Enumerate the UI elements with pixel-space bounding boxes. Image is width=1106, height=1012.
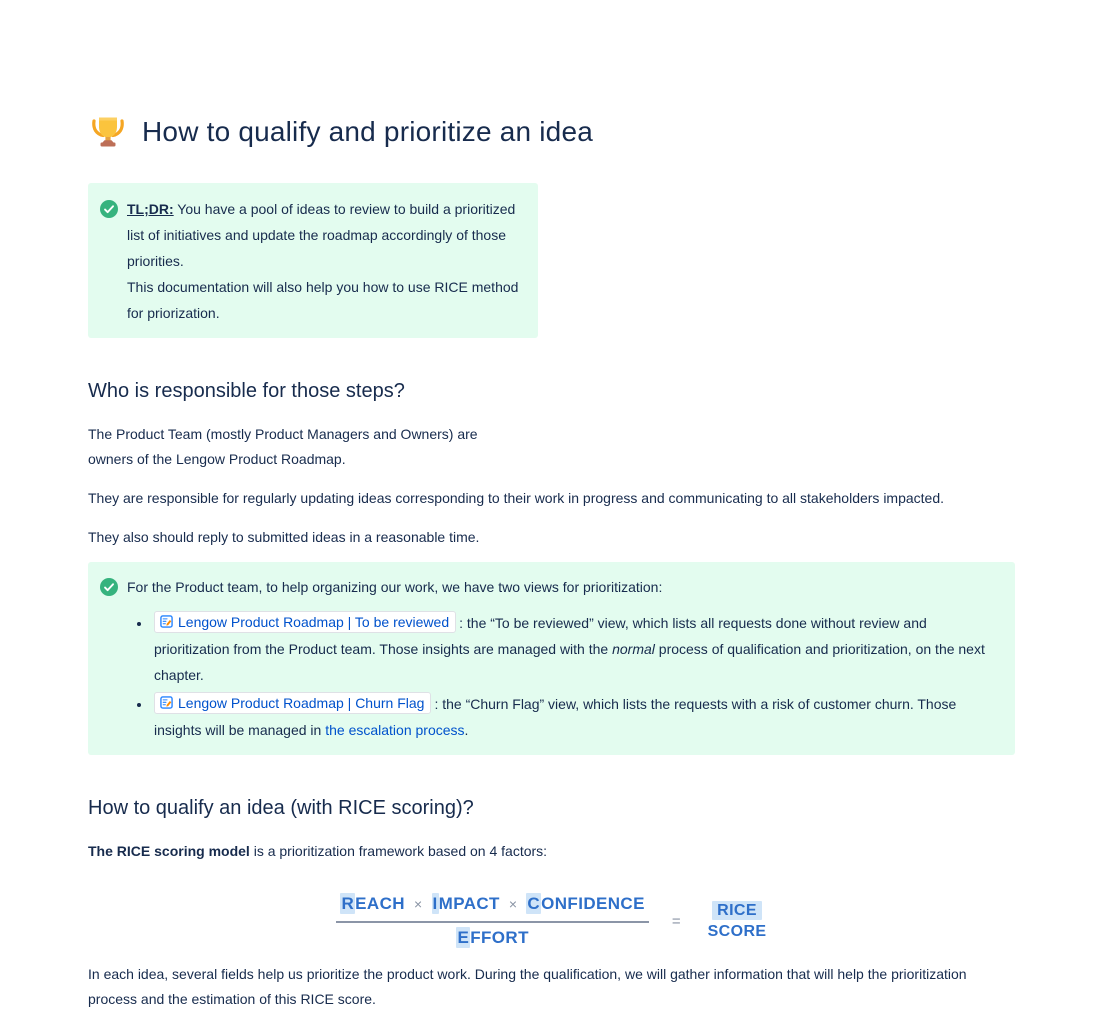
- formula-word-confidence: CONFIDENCE: [527, 894, 645, 913]
- paragraph-owners-line1: The Product Team (mostly Product Managers and Owners) are: [88, 426, 478, 442]
- list-item-to-be-reviewed: [152, 610, 1001, 688]
- paragraph-owners: [88, 422, 1015, 472]
- formula-word-score: SCORE: [707, 923, 767, 940]
- list-item-churn-flag: [152, 691, 1001, 743]
- tldr-callout-text: [127, 196, 524, 326]
- tldr-text-1: You have a pool of ideas to review to build a prioritized list of initiatives and update the roadmap accordingly of those priorities.: [127, 201, 516, 269]
- views-intro: For the Product team, to help organizing our work, we have two views for prioritization:: [127, 579, 663, 595]
- heading-rice: How to qualify an idea (with RICE scoring)?: [88, 797, 474, 819]
- formula-word-impact: IMPACT: [432, 894, 500, 913]
- rice-intro-rest: is a prioritization framework based on 4 factors:: [249, 843, 548, 859]
- views-callout: [88, 562, 1015, 755]
- item-text: : the “To be reviewed” view, which lists all requests done without review and prioritization from the Product team. Those insights are managed with the: [154, 615, 927, 657]
- tldr-text-2: This documentation will also help you how to use RICE method for priorization.: [127, 279, 519, 321]
- trophy-icon: [88, 112, 128, 152]
- item-italic-word: normal: [612, 641, 655, 657]
- formula-word-reach: REACH: [341, 894, 405, 913]
- rice-formula: [336, 894, 766, 948]
- equals-sign: =: [671, 912, 681, 930]
- link-label: • Lengow Product Roadmap | To be reviewed: [178, 613, 450, 630]
- paragraph-updating: They are responsible for regularly updating ideas corresponding to their work in progress and communicating to all stakeholders impacted.: [88, 490, 945, 506]
- item-text: : the “Churn Flag” view, which lists the requests with a risk of customer churn. Those insights will be managed in: [154, 696, 957, 738]
- link-escalation-process[interactable]: the escalation process: [325, 722, 465, 738]
- link-roadmap-to-be-reviewed[interactable]: [154, 611, 456, 633]
- document-pencil-icon: [160, 696, 173, 709]
- link-roadmap-churn-flag[interactable]: [154, 692, 431, 714]
- views-list: [127, 610, 1001, 743]
- tldr-label: TL;DR:: [127, 201, 174, 217]
- formula-word-effort: EFFORT: [457, 928, 529, 947]
- item-text: process of qualification and prioritization, on the next chapter.: [154, 641, 985, 683]
- formula-numerator: [336, 894, 648, 923]
- page-title: How to qualify and prioritize an idea: [142, 116, 593, 147]
- paragraph-closing: In each idea, several fields help us prioritize the product work. During the qualification, we will gather information that will help the prioritization process and the estimation of this RICE score.: [88, 966, 967, 1007]
- formula-fraction: [336, 894, 648, 948]
- check-circle-icon: [100, 578, 118, 596]
- document-pencil-icon: [160, 615, 173, 628]
- views-callout-text: [127, 574, 1001, 743]
- tldr-callout: [88, 183, 538, 338]
- multiply-sign: ×: [508, 896, 518, 912]
- heading-responsible: Who is responsible for those steps?: [88, 380, 405, 402]
- paragraph-owners-line2: owners of the Lengow Product Roadmap.: [88, 451, 346, 467]
- link-label: • Lengow Product Roadmap | Churn Flag: [178, 694, 425, 711]
- check-circle-icon: [100, 200, 118, 218]
- paragraph-rice-intro: [88, 839, 1015, 864]
- paragraph-reply: They also should reply to submitted ideas in a reasonable time.: [88, 529, 480, 545]
- item-text: .: [464, 722, 469, 738]
- formula-word-rice: RICE: [712, 901, 762, 920]
- page-title-row: [88, 112, 1015, 152]
- multiply-sign: ×: [413, 896, 423, 912]
- rice-model-bold: The RICE scoring model: [88, 843, 250, 859]
- formula-result: [708, 900, 767, 942]
